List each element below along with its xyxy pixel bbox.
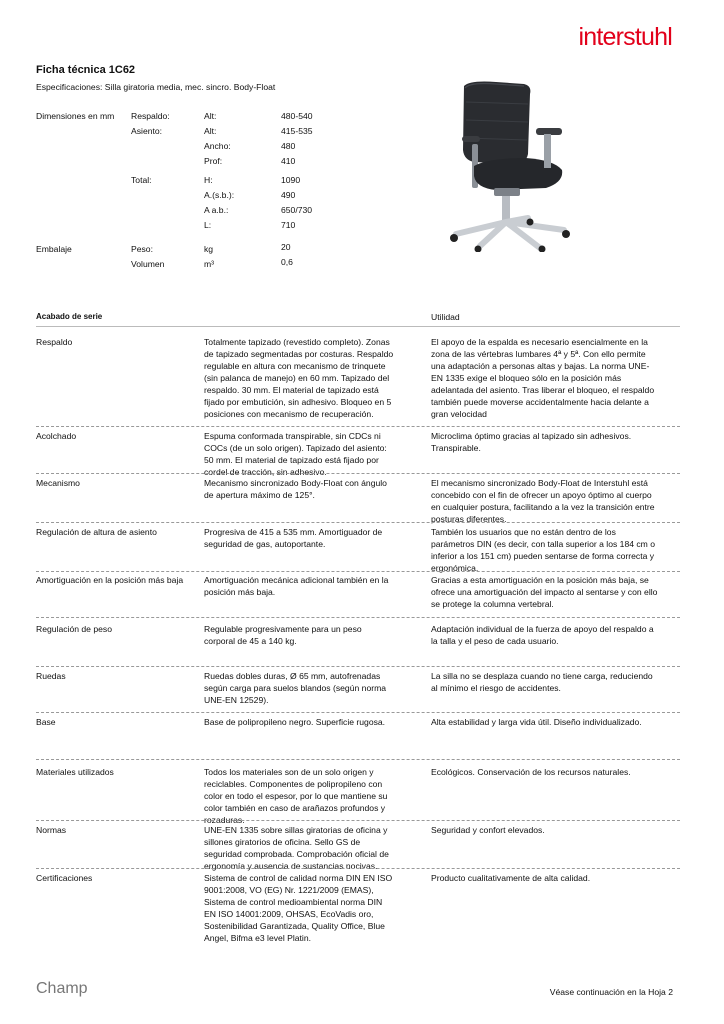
brand-logo: interstuhl: [578, 23, 672, 51]
row-description: Sistema de control de calidad norma DIN EN ISO 9001:2008, VO (EG) Nr. 1221/2009 (EMAS), Sistema de control medioambiental norma DIN EN ISO 14001:2009, OHSAS, EcoVadis oro, Sostenibilidad Garantizada, Quality Office, Blue Angel, Bifma e3 level Platin.: [204, 873, 393, 943]
row-utility: Alta estabilidad y larga vida útil. Diseño individualizado.: [431, 717, 642, 727]
row-label: Normas: [36, 825, 67, 835]
row-utility: Adaptación individual de la fuerza de apoyo del respaldo a la talla y el peso de cada usuario.: [431, 624, 654, 646]
row-description: Todos los materiales son de un solo origen y reciclables. Componentes de polipropileno con color en todo el espesor, por lo que mantiene su color también en caso de arañazos profundos y rozaduras.: [204, 767, 388, 825]
dimension-row: Dimensiones en mm Respaldo: Alt: 480-540: [36, 111, 313, 121]
continuation-note: Véase continuación en la Hoja 2: [549, 987, 673, 997]
specifications: Especificaciones: Silla giratoria media, mec. sincro. Body-Float: [36, 82, 276, 92]
row-divider: [36, 759, 680, 760]
row-label: Certificaciones: [36, 873, 93, 883]
row-divider: [36, 712, 680, 713]
row-utility: Ecológicos. Conservación de los recursos naturales.: [431, 767, 631, 777]
column-header-finish: Acabado de serie: [36, 312, 103, 321]
product-name: Champ: [36, 980, 88, 997]
row-label: Acolchado: [36, 431, 77, 441]
row-label: Mecanismo: [36, 478, 80, 488]
row-divider: [36, 426, 680, 427]
row-label: Respaldo: [36, 337, 73, 347]
row-divider: [36, 617, 680, 618]
row-label: Regulación de peso: [36, 624, 112, 634]
row-description: Progresiva de 415 a 535 mm. Amortiguador de seguridad de gas, autoportante.: [204, 527, 383, 549]
row-divider: [36, 868, 680, 869]
row-divider: [36, 820, 680, 821]
row-utility: Gracias a esta amortiguación en la posición más baja, se ofrece una amortiguación del impacto al sentarse y con ello se protege la columna vertebral.: [431, 575, 658, 609]
dimension-row: Total: H: 1090: [131, 175, 301, 185]
dimension-row: Embalaje Peso: kg 20: [36, 242, 291, 254]
page-title: Ficha técnica 1C62: [36, 64, 136, 76]
column-header-utility: Utilidad: [431, 312, 460, 322]
dimension-row: Prof: 410: [204, 156, 296, 166]
dimension-row: L: 710: [204, 220, 296, 230]
row-utility: Seguridad y confort elevados.: [431, 825, 545, 835]
row-divider: [36, 571, 680, 572]
row-divider: [36, 666, 680, 667]
row-divider: [36, 522, 680, 523]
row-description: Ruedas dobles duras, Ø 65 mm, autofrenadas según carga para suelos blandos (según norma UNE-EN 12529).: [204, 671, 387, 705]
row-description: Regulable progresivamente para un peso corporal de 45 a 140 kg.: [204, 624, 362, 646]
row-utility: La silla no se desplaza cuando no tiene carga, reduciendo al mínimo el riesgo de accidentes.: [431, 671, 653, 693]
row-label: Regulación de altura de asiento: [36, 527, 157, 537]
row-description: Totalmente tapizado (revestido completo). Zonas de tapizado segmentadas por costuras. Respaldo regulable en altura con mecanismo de trinquete (sin palanca de manejo) en 60 mm. Tapizado del respaldo. 30 mm. El material de tapizado está fijado por embutición, sin adhesivo. Bloqueo en 5 posiciones con mecanismo de recuperación.: [204, 337, 394, 419]
row-utility: Microclima óptimo gracias al tapizado sin adhesivos. Transpirable.: [431, 431, 632, 453]
row-description: Espuma conformada transpirable, sin CDCs ni COCs (de un solo origen). Tapizado del asiento: 50 mm. El material de tapizado está fijado por cordel de tracción, sin adhesivo.: [204, 431, 387, 477]
row-utility: El apoyo de la espalda es necesario esencialmente en la zona de las vértebras lumbares 4ª y 5ª. Con ello permite una adaptación a personas altas y bajas. La norma UNE-EN 1335 exige el bloqueo sólo en la posición más adelantada del asiento. Tras liberar el bloqueo, el respaldo también puede moverse accidentalmente hacia delante a gran velocidad: [431, 337, 655, 419]
office-chair-image: [436, 72, 586, 252]
row-description: Mecanismo sincronizado Body-Float con ángulo de apertura máximo de 125°.: [204, 478, 387, 500]
row-description: UNE-EN 1335 sobre sillas giratorias de oficina y sillones giratorios de oficina. Sello GS de seguridad comprobada. Comprobación oficial de ergonomía y ausencia de sustancias nocivas.: [204, 825, 389, 871]
row-divider: [36, 473, 680, 474]
row-label: Base: [36, 717, 56, 727]
dimension-row: Volumen m³ 0,6: [131, 257, 293, 269]
row-description: Base de polipropileno negro. Superficie rugosa.: [204, 717, 386, 727]
dimension-row: A.(s.b.): 490: [204, 190, 296, 200]
row-label: Materiales utilizados: [36, 767, 114, 777]
row-label: Amortiguación en la posición más baja: [36, 575, 184, 585]
row-utility: El mecanismo sincronizado Body-Float de Interstuhl está concebido con el fin de ofrecer un apoyo óptimo al cuerpo en cualquier postura, facilitando a la vez la transición entre posturas diferentes.: [431, 478, 655, 524]
dimension-row: A a.b.: 650/730: [204, 205, 313, 215]
header-divider: [36, 326, 680, 327]
row-utility: Producto cualitativamente de alta calidad.: [431, 873, 591, 883]
row-label: Ruedas: [36, 671, 66, 681]
dimensions-block: [36, 110, 396, 280]
row-utility: También los usuarios que no están dentro de los parámetros DIN (es decir, con talla superior a los 184 cm o inferior a los 151 cm) pueden sentarse de forma correcta y ergonómica.: [431, 527, 656, 573]
dimension-row: Asiento: Alt: 415-535: [131, 126, 313, 136]
row-description: Amortiguación mecánica adicional también en la posición más baja.: [204, 575, 389, 597]
dimension-row: Ancho: 480: [204, 141, 296, 151]
